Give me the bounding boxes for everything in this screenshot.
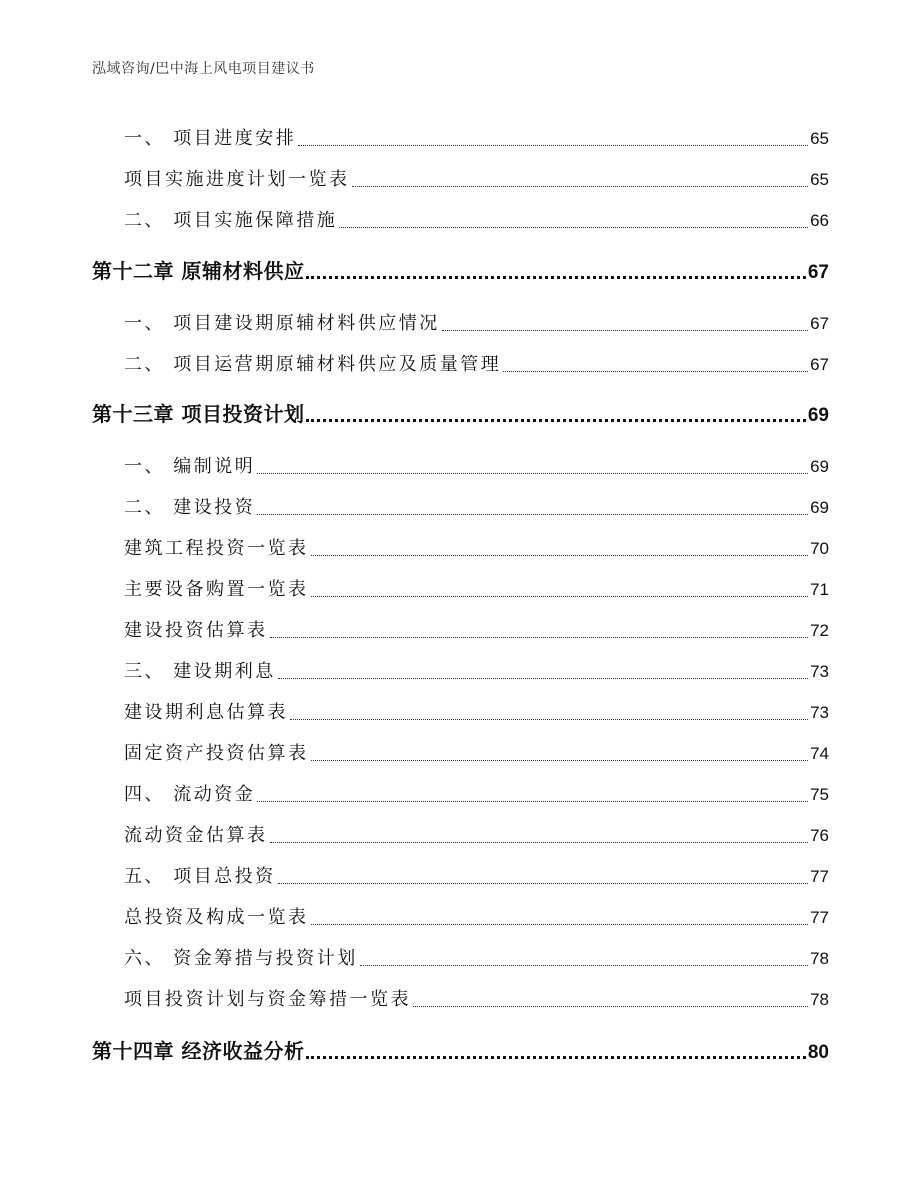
toc-entry-page: 66 xyxy=(810,211,829,230)
dot-leader xyxy=(257,514,808,515)
dot-leader xyxy=(413,1006,808,1007)
toc-entry[interactable] xyxy=(124,575,829,601)
dot-leader xyxy=(298,145,808,146)
toc-entry-label: 第十二章 原辅材料供应 xyxy=(92,259,305,283)
toc-entry-page: 65 xyxy=(810,170,829,189)
toc-entry-label: 主要设备购置一览表 xyxy=(124,579,309,600)
dot-leader xyxy=(306,1056,805,1059)
toc-entry-label: 第十三章 项目投资计划 xyxy=(92,402,305,426)
toc-entry[interactable] xyxy=(124,698,829,724)
toc-entry-label: 三、 建设期利息 xyxy=(124,661,276,682)
toc-entry-page: 73 xyxy=(810,703,829,722)
toc-entry-label: 固定资产投资估算表 xyxy=(124,743,309,764)
dot-leader xyxy=(278,883,808,884)
toc-entry-label: 一、 编制说明 xyxy=(124,456,256,477)
toc-entry-page: 80 xyxy=(807,1042,829,1063)
toc-entry[interactable] xyxy=(124,821,829,847)
toc-entry[interactable] xyxy=(124,350,829,376)
dot-leader xyxy=(339,227,808,228)
toc-entry-label: 项目投资计划与资金筹措一览表 xyxy=(124,989,411,1010)
toc-entry[interactable] xyxy=(124,616,829,642)
toc-entry-label: 建筑工程投资一览表 xyxy=(124,538,309,559)
toc-entry-label: 二、 项目运营期原辅材料供应及质量管理 xyxy=(124,354,502,375)
dot-leader xyxy=(278,678,808,679)
toc-entry-label: 四、 流动资金 xyxy=(124,784,256,805)
toc-entry-label: 一、 项目建设期原辅材料供应情况 xyxy=(124,313,440,334)
toc-entry-page: 71 xyxy=(810,580,829,599)
dot-leader xyxy=(270,637,809,638)
toc-entry-label: 总投资及构成一览表 xyxy=(124,907,309,928)
toc-entry[interactable] xyxy=(124,493,829,519)
toc-entry[interactable] xyxy=(124,739,829,765)
toc-entry-page: 77 xyxy=(810,867,829,886)
toc-entry-label: 二、 建设投资 xyxy=(124,497,256,518)
toc-entry-label: 五、 项目总投资 xyxy=(124,866,276,887)
dot-leader xyxy=(442,330,808,331)
toc-entry-label: 流动资金估算表 xyxy=(124,825,268,846)
toc-entry-page: 70 xyxy=(810,539,829,558)
toc-entry-page: 67 xyxy=(810,355,829,374)
toc-entry-page: 73 xyxy=(810,662,829,681)
toc-entry[interactable] xyxy=(124,124,829,150)
dot-leader xyxy=(311,555,809,556)
toc-chapter-entry[interactable] xyxy=(92,398,829,427)
toc-entry[interactable] xyxy=(124,903,829,929)
dot-leader xyxy=(311,760,809,761)
toc-entry-page: 69 xyxy=(810,498,829,517)
toc-entry-label: 建设期利息估算表 xyxy=(124,702,288,723)
toc-entry[interactable] xyxy=(124,309,829,335)
toc-entry-label: 一、 项目进度安排 xyxy=(124,128,297,149)
dot-leader xyxy=(290,719,808,720)
toc-entry[interactable] xyxy=(124,206,829,232)
toc-entry-page: 78 xyxy=(810,990,829,1009)
dot-leader xyxy=(311,596,809,597)
toc-entry[interactable] xyxy=(124,985,829,1011)
toc-entry[interactable] xyxy=(124,944,829,970)
dot-leader xyxy=(306,276,805,279)
toc-entry-label: 建设投资估算表 xyxy=(124,620,268,641)
dot-leader xyxy=(360,965,808,966)
dot-leader xyxy=(503,371,808,372)
toc-entry-label: 二、 项目实施保障措施 xyxy=(124,210,338,231)
dot-leader xyxy=(352,186,809,187)
toc-entry-page: 77 xyxy=(810,908,829,927)
toc-entry-page: 72 xyxy=(810,621,829,640)
toc-entry-page: 69 xyxy=(807,405,829,426)
toc-entry-page: 78 xyxy=(810,949,829,968)
toc-entry-page: 75 xyxy=(810,785,829,804)
toc-entry-label: 项目实施进度计划一览表 xyxy=(124,169,350,190)
dot-leader xyxy=(270,842,809,843)
toc-entry-label: 六、 资金筹措与投资计划 xyxy=(124,948,358,969)
toc-entry-page: 67 xyxy=(810,314,829,333)
toc-entry[interactable] xyxy=(124,165,829,191)
dot-leader xyxy=(311,924,809,925)
toc-entry[interactable] xyxy=(124,862,829,888)
toc-entry-page: 74 xyxy=(810,744,829,763)
dot-leader xyxy=(306,419,805,422)
toc-entry[interactable] xyxy=(124,534,829,560)
toc-entry-page: 65 xyxy=(810,129,829,148)
toc-entry-label: 第十四章 经济收益分析 xyxy=(92,1039,305,1063)
dot-leader xyxy=(257,473,808,474)
toc-entry-page: 67 xyxy=(807,262,829,283)
toc-entry[interactable] xyxy=(124,452,829,478)
running-header: 泓域咨询/巴中海上风电项目建议书 xyxy=(92,61,315,77)
toc-entry-page: 76 xyxy=(810,826,829,845)
toc-chapter-entry[interactable] xyxy=(92,1035,829,1064)
toc-chapter-entry[interactable] xyxy=(92,255,829,284)
dot-leader xyxy=(257,801,808,802)
toc-entry[interactable] xyxy=(124,780,829,806)
toc-entry-page: 69 xyxy=(810,457,829,476)
toc-entry[interactable] xyxy=(124,657,829,683)
